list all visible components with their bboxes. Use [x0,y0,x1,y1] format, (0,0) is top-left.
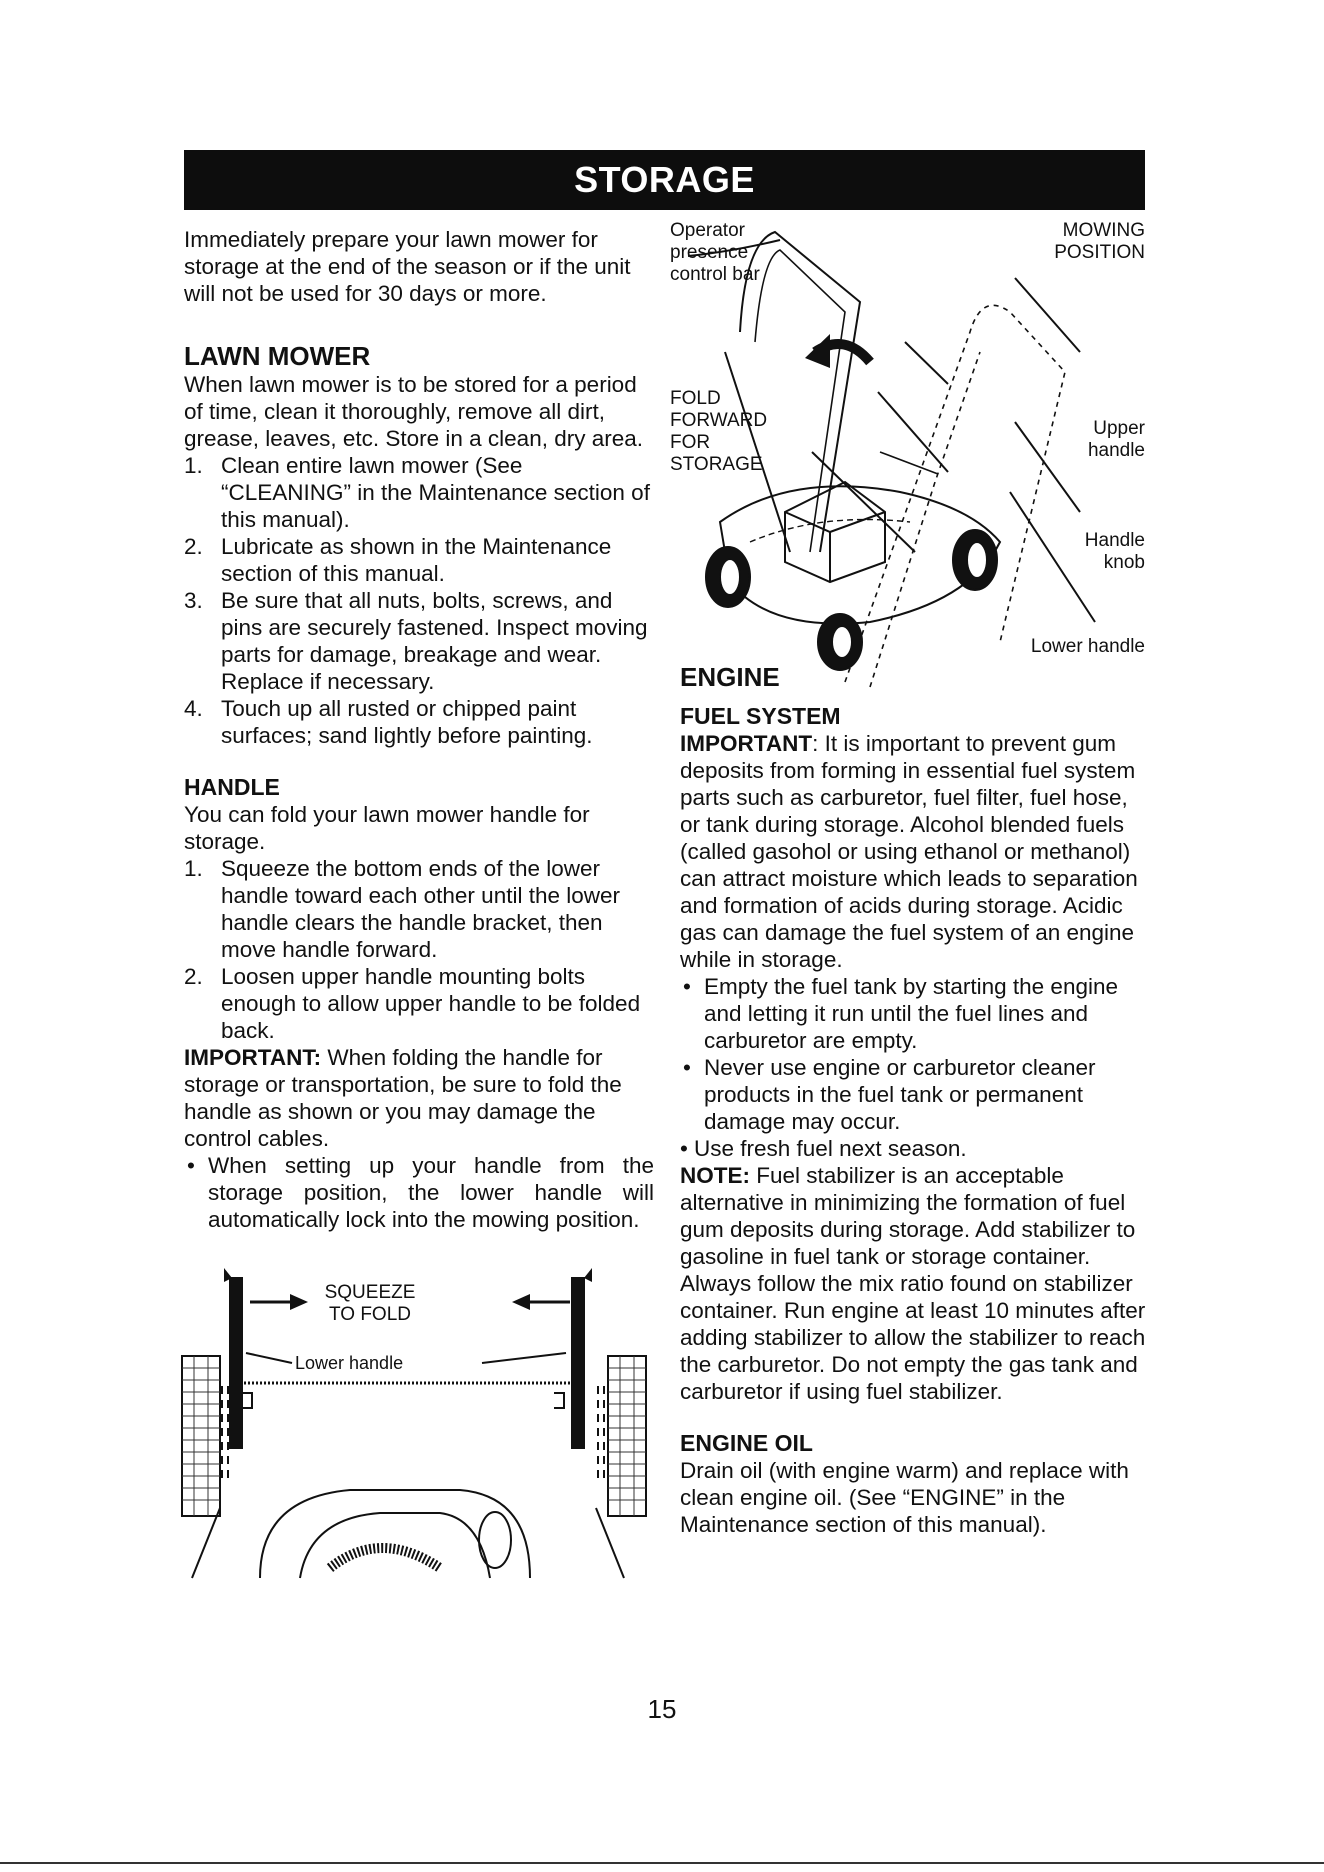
lawn-mower-body: When lawn mower is to be stored for a period of time, clean it thoroughly, remove all dirt, grease, leaves, etc. Store in a clean, dry area. [184,372,643,451]
operator-label-3: control bar [670,264,760,285]
fuel-important: IMPORTANT: It is important to prevent gum deposits from forming in essential fuel system parts such as carburetor, fuel filter, fuel hose, or tank during storage. Alcohol blended fuels (called gasohol or using ethanol or methanol) can attract moisture which leads to separation and formation of acids during storage. Acidic gas can damage the fuel system of an engine while in storage. [680,731,1138,972]
list-item: • When setting up your handle from the storage position, the lower handle will automatically lock into the mowing position. [187,1153,654,1232]
upper-handle-label-1: Upper [1093,418,1145,439]
fold-label-2: FORWARD [670,410,768,431]
intro-paragraph: Immediately prepare your lawn mower for storage at the end of the season or if the unit will not be used for 30 days or more. [184,227,631,306]
section-banner: STORAGE [184,150,1145,210]
page-number: 15 [647,1694,677,1724]
handle-knob-label-1: Handle [1084,530,1145,551]
fuel-bullets [680,973,1150,1162]
handle-bullets [184,1152,654,1233]
handle-knob-label-2: knob [1103,552,1145,573]
handle-steps [184,855,654,1044]
engine-oil-body: Drain oil (with engine warm) and replace with clean engine oil. (See “ENGINE” in the Maintenance section of this manual). [680,1458,1129,1537]
list-item: 3. Be sure that all nuts, bolts, screws, and pins are securely fastened. Inspect moving parts for damage, breakage and wear. Replace if necessary. [184,588,648,694]
operator-label-2: presence [670,242,749,263]
handle-important: IMPORTANT: When folding the handle for storage or transportation, be sure to fold the handle as shown or you may damage the control cables. [184,1045,622,1151]
right-column [680,662,1150,1538]
fold-label-3: FOR [670,432,711,453]
page-bottom-rule [0,1862,1324,1864]
fold-label-1: FOLD [670,388,721,409]
squeeze-handle-figure [180,1268,650,1588]
squeeze-label-1: SQUEEZE [324,1282,416,1303]
list-item: • Use fresh fuel next season. [680,1136,967,1161]
mower-fold-figure [670,222,1150,702]
left-column [184,226,654,1233]
fuel-system-heading: FUEL SYSTEM [680,703,841,729]
list-item: • Never use engine or carburetor cleaner products in the fuel tank or permanent damage may occur. [683,1055,1096,1134]
fold-label-4: STORAGE [670,454,763,475]
fuel-note: NOTE: Fuel stabilizer is an acceptable alternative in minimizing the formation of fuel gum deposits during storage. Add stabilizer to gasoline in fuel tank or storage container. Always follow the mix ratio found on stabilizer container. Run engine at least 10 minutes after adding stabilizer to allow the stabilizer to reach the carburetor. Do not empty the gas tank and carburetor if using fuel stabilizer. [680,1163,1146,1404]
lawn-mower-steps [184,452,654,749]
lower-handle-label: Lower handle [1030,636,1145,657]
handle-body: You can fold your lawn mower handle for storage. [184,802,590,854]
list-item: 2. Lubricate as shown in the Maintenance section of this manual. [184,534,612,586]
mowing-label-2: POSITION [1054,242,1145,263]
upper-handle-label-2: handle [1087,440,1145,461]
lawn-mower-heading: LAWN MOWER [184,341,371,371]
list-item: 1. Squeeze the bottom ends of the lower handle toward each other until the lower handle clears the handle bracket, then move handle forward. [184,856,621,962]
engine-oil-heading: ENGINE OIL [680,1430,813,1456]
engine-heading: ENGINE [680,662,780,692]
mowing-label-1: MOWING [1062,222,1145,241]
list-item: 2. Loosen upper handle mounting bolts enough to allow upper handle to be folded back. [184,964,641,1043]
lower-handle-label-bottom: Lower handle [295,1353,404,1373]
squeeze-label-2: TO FOLD [329,1304,411,1325]
operator-label-1: Operator [670,222,745,241]
list-item: • Empty the fuel tank by starting the engine and letting it run until the fuel lines and carburetor are empty. [683,974,1118,1053]
list-item: 4. Touch up all rusted or chipped paint surfaces; sand lightly before painting. [184,696,593,748]
handle-heading: HANDLE [184,774,280,800]
list-item: 1. Clean entire lawn mower (See “CLEANING” in the Maintenance section of this manual). [184,453,650,532]
